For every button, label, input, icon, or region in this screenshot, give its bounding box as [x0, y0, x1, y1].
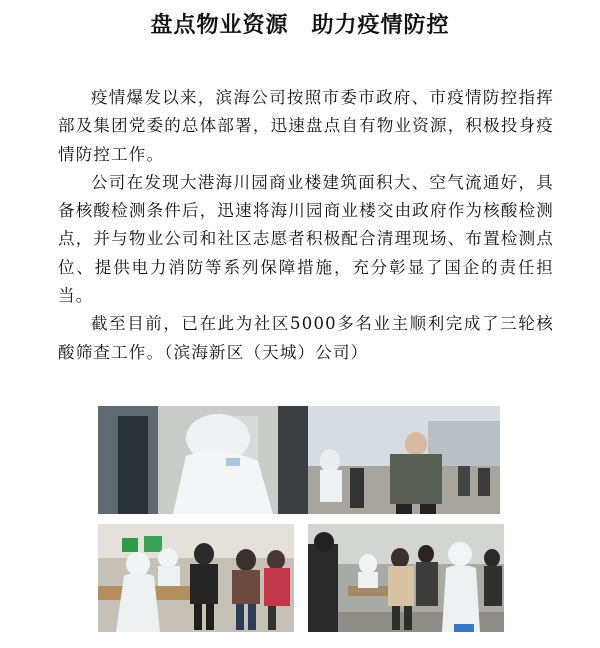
photo-registration-desk: [98, 524, 294, 632]
paragraph-3: 截至目前，已在此为社区5000多名业主顺利完成了三轮核酸筛查工作。（滨海新区（天城）公司）: [58, 314, 554, 362]
photo-residents-queue: [308, 524, 504, 632]
article-body: [58, 84, 554, 367]
paragraph-2: 公司在发现大港海川园商业楼建筑面积大、空气流通好，具备核酸检测条件后，迅速将海川园商业楼交由政府作为核酸检测点，并与物业公司和社区志愿者积极配合清理现场、布置检测点位、提供电力消防等系列保障措施，充分彰显了国企的责任担当。: [58, 172, 554, 306]
paragraph-1: 疫情爆发以来，滨海公司按照市委市政府、市疫情防控指挥部及集团党委的总体部署，迅速盘点自有物业资源，积极投身疫情防控工作。: [58, 88, 554, 164]
photo-testing-site-entrance: [98, 406, 500, 514]
article-title: 盘点物业资源 助力疫情防控: [150, 12, 450, 38]
